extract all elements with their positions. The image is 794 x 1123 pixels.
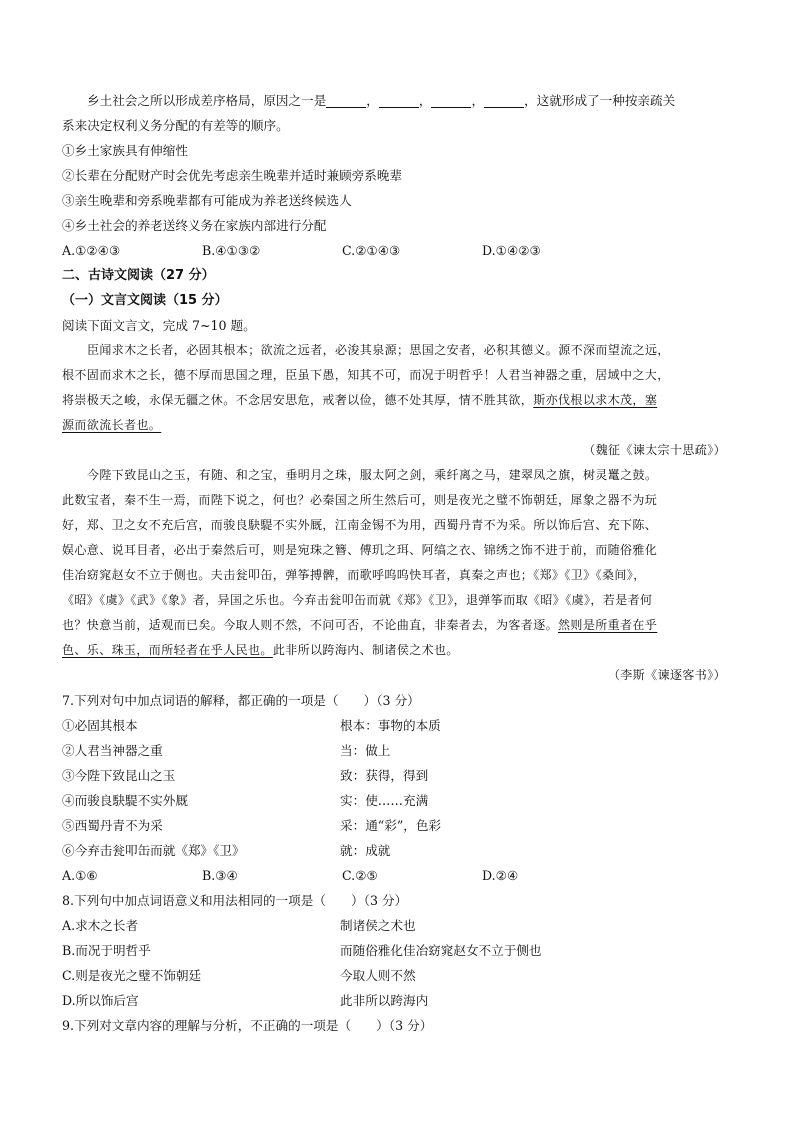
q6-item: ④乡土社会的养老送终义务在家族内部进行分配 [62,218,327,233]
passage1-line [62,413,734,438]
q9-stem: 9.下列对文章内容的理解与分析，不正确的一项是（ ）（3 分） [62,1018,433,1033]
option-d: D.②④ [482,868,519,883]
q8-row: A.求木之长者 制诸侯之术也 [62,918,416,933]
passage1-line: 臣闻求木之长者，必固其根本；欲流之远者，必浚其泉源；思国之安者，必积其德义。源不深而望流之远， [87,343,670,357]
q7-stem: 7.下列对句中加点词语的解释，都正确的一项是（ ）（3 分） [62,693,420,708]
subsection-title: （一）文言文阅读（15 分） [62,293,228,308]
q6-options [62,238,734,263]
answer-blank [379,93,419,108]
q7-row: ③今陛下致昆山之玉 致：获得，得到 [62,768,429,783]
passage1-line: 将崇极天之峻，永保无疆之休。不念居安思危，戒奢以俭，德不处其厚，情不胜其欲，斯亦伐根以求木茂，塞 [62,393,658,407]
answer-blank [431,93,471,108]
option-c: C.②①④③ [342,243,401,258]
answer-blank [326,93,366,108]
option-b: B.③④ [202,868,238,883]
q6-stem-line2: 系来决定权利义务分配的有差等的顺序。 [62,118,289,133]
q8-row: D.所以饰后宫 此非所以跨海内 [62,993,429,1008]
q6-stem-line1: 乡土社会之所以形成差序格局，原因之一是 ， ， ， ，这就形成了一种按亲疏关 [87,93,676,108]
passage2-line: 《昭》《虞》《武》《象》者，异国之乐也。今弃击瓮叩缶而就《郑》《卫》，退弹筝而取《昭》《虞》，若是者何 [62,593,653,607]
underlined-sentence: 色、乐、珠玉，而所轻者在乎人民也。 [62,643,273,657]
q7-row: ①必固其根本 根本：事物的本质 [62,718,441,733]
q7-row: ⑤西蜀丹青不为采 采：通“彩”，色彩 [62,818,442,833]
passage2-line: 娱心意、说耳目者，必出于秦然后可，则是宛珠之簪、傅玑之珥、阿缟之衣、锦绣之饰不进于前，而随俗雅化 [62,543,658,557]
underlined-sentence: 源而欲流长者也。 [62,418,162,432]
q6-item: ③亲生晚辈和旁系晚辈都有可能成为养老送终候选人 [62,193,352,208]
passage2-line: 好，郑、卫之女不充后宫，而骏良駃騠不实外厩，江南金锡不为用，西蜀丹青不为采。所以饰后宫、充下陈、 [62,518,658,532]
answer-blank [484,93,524,108]
option-a: A.①②④③ [62,243,121,258]
q6-stem-text: 乡土社会之所以形成差序格局，原因之一是 [87,93,327,108]
q6-item: ②长辈在分配财产时会优先考虑亲生晚辈并适时兼顾旁系晚辈 [62,168,403,183]
passage2-line: 也？快意当前，适观而已矣。今取人则不然，不问可否，不论曲直，非秦者去，为客者逐。然则是所重者在乎 [62,618,658,632]
option-c: C.②⑤ [342,868,378,883]
underlined-sentence: 然则是所重者在乎 [558,618,658,632]
passage1-source: （魏征《谏太宗十思疏》） [583,443,726,457]
page-content [62,88,734,1038]
option-b: B.④①③② [202,243,261,258]
q7-options [62,863,734,888]
q7-row: ②人君当神器之重 当：做上 [62,743,391,758]
passage2-line: 今陛下致昆山之玉，有随、和之宝，垂明月之珠，服太阿之剑，乘纤离之马，建翠凤之旗，树灵鼍之鼓。 [87,468,658,482]
q7-row: ④而骏良駃騠不实外厩 实：使……充满 [62,793,429,808]
q7-row: ⑥今弃击瓮叩缶而就《郑》《卫》 就：成就 [62,843,391,858]
passage2-line: 此数宝者，秦不生一焉，而陛下说之，何也？必秦国之所生然后可，则是夜光之璧不饰朝廷，犀象之器不为玩 [62,493,658,507]
passage2-source: （李斯《谏逐客书》） [607,668,726,682]
q6-item: ①乡土家族具有伸缩性 [62,143,188,158]
instruction: 阅读下面文言文，完成 7~10 题。 [62,318,256,333]
q8-row: C.则是夜光之璧不饰朝廷 今取人则不然 [62,968,416,983]
section-title: 二、古诗文阅读（27 分） [62,268,215,283]
passage2-line: 佳冶窈窕赵女不立于侧也。夫击瓮叩缶，弹筝搏髀，而歌呼呜呜快耳者，真秦之声也；《郑》《卫》《桑间》， [62,568,646,582]
q8-row: B.而况于明哲乎 而随俗雅化佳冶窈窕赵女不立于侧也 [62,943,542,958]
underlined-sentence: 斯亦伐根以求木茂，塞 [533,393,658,407]
passage2-line: 色、乐、珠玉，而所轻者在乎人民也。此非所以跨海内、制诸侯之术也。 [62,643,459,657]
passage1-line: 根不固而求木之长，德不厚而思国之理，臣虽下愚，知其不可，而况于明哲乎！人君当神器之重，居域中之大， [62,368,670,382]
q8-stem: 8.下列句中加点词语意义和用法相同的一项是（ ）（3 分） [62,893,408,908]
option-d: D.①④②③ [482,243,541,258]
option-a: A.①⑥ [62,868,98,883]
